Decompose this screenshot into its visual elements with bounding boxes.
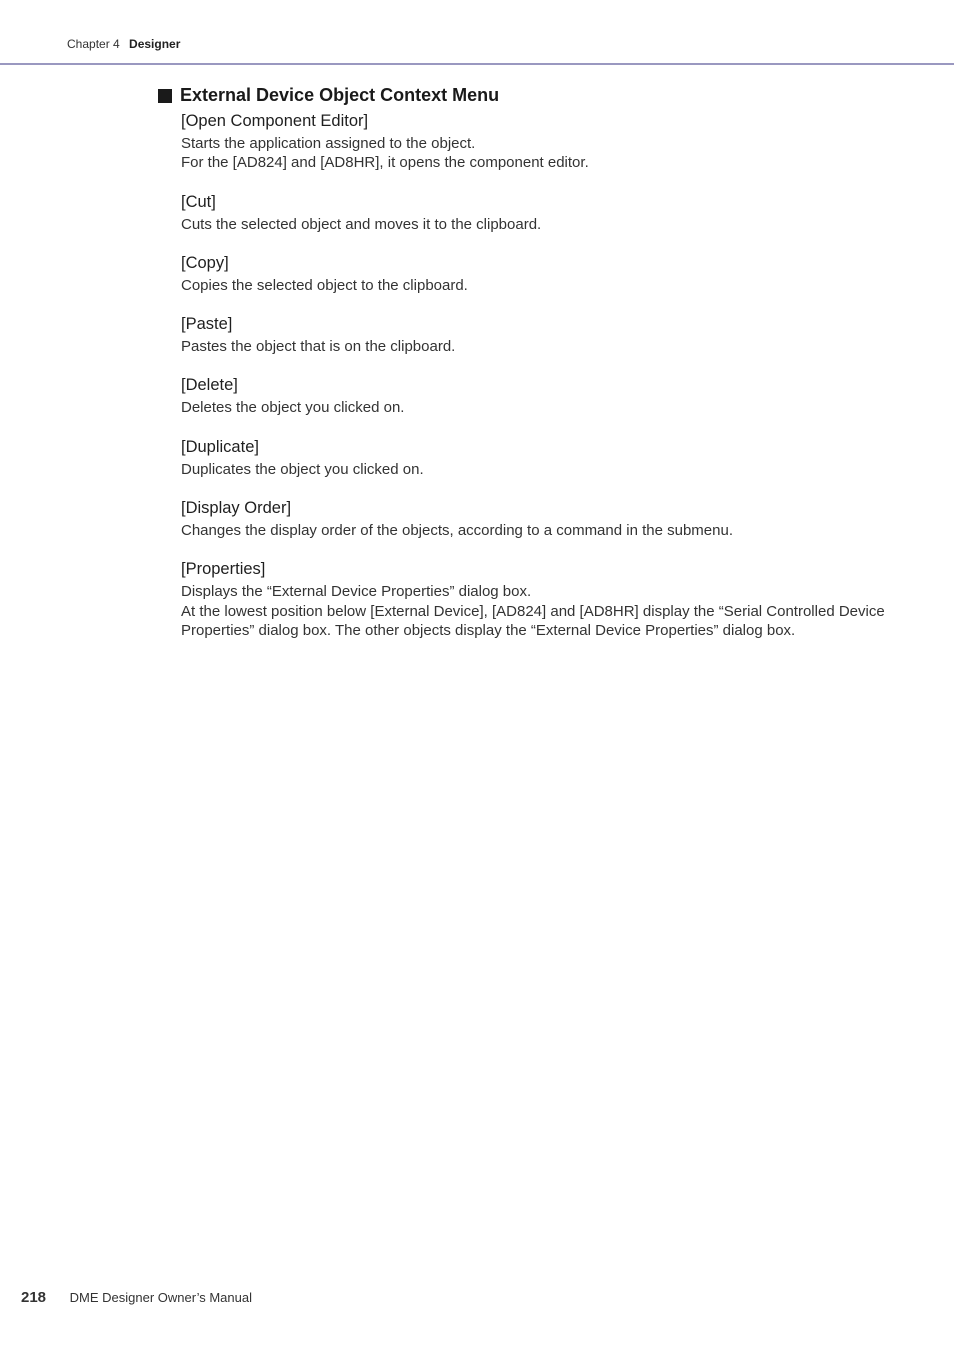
menu-item	[181, 437, 886, 479]
menu-item-description	[181, 337, 886, 356]
menu-item-label: [Properties]	[181, 560, 266, 579]
description-line: Starts the application assigned to the object.	[181, 135, 476, 152]
description-line: Cuts the selected object and moves it to the clipboard.	[181, 215, 542, 233]
menu-item-description	[181, 460, 886, 479]
menu-item-description	[181, 276, 886, 295]
menu-item	[181, 498, 886, 540]
menu-item-label: [Cut]	[181, 192, 216, 211]
description-line: At the lowest position below [External Device], [AD824] and [AD8HR] display the “Serial Controlled Device Properties” dialog box. The other objects display the “External Device Properties” dialog box.	[181, 602, 885, 639]
section-label: Designer	[129, 37, 181, 51]
description-line: Deletes the object you clicked on.	[181, 399, 405, 417]
menu-item-description	[181, 134, 886, 173]
section-heading-text: External Device Object Context Menu	[180, 85, 500, 105]
section-heading	[158, 85, 499, 106]
menu-item	[181, 375, 886, 417]
menu-item-label: [Display Order]	[181, 499, 292, 518]
description-line: Displays the “External Device Properties” dialog box.	[181, 583, 532, 601]
description-line: Duplicates the object you clicked on.	[181, 460, 424, 478]
menu-item	[181, 111, 886, 173]
menu-item-label: [Open Component Editor]	[181, 112, 369, 130]
menu-item-description	[181, 521, 886, 540]
menu-item-label: [Delete]	[181, 376, 238, 395]
square-bullet-icon	[158, 89, 172, 103]
menu-item	[181, 192, 886, 234]
page-footer	[21, 1289, 252, 1306]
menu-item-label: [Copy]	[181, 253, 229, 272]
menu-item	[181, 314, 886, 356]
page-number: 218	[21, 1289, 47, 1306]
description-line: Changes the display order of the objects, according to a command in the submenu.	[181, 522, 733, 540]
description-line: For the [AD824] and [AD8HR], it opens the component editor.	[181, 154, 589, 172]
menu-item-description	[181, 215, 886, 234]
menu-item-list	[181, 111, 886, 659]
menu-item-label: [Duplicate]	[181, 437, 259, 456]
manual-title: DME Designer Owner’s Manual	[69, 1290, 252, 1305]
page-header	[67, 37, 180, 51]
menu-item	[181, 559, 886, 640]
menu-item-description	[181, 398, 886, 417]
menu-item-label: [Paste]	[181, 315, 233, 334]
description-line: Pastes the object that is on the clipboard.	[181, 338, 456, 356]
menu-item-description	[181, 582, 886, 640]
chapter-label: Chapter 4	[67, 37, 120, 51]
description-line: Copies the selected object to the clipboard.	[181, 276, 468, 294]
header-divider	[0, 63, 954, 65]
menu-item	[181, 253, 886, 295]
